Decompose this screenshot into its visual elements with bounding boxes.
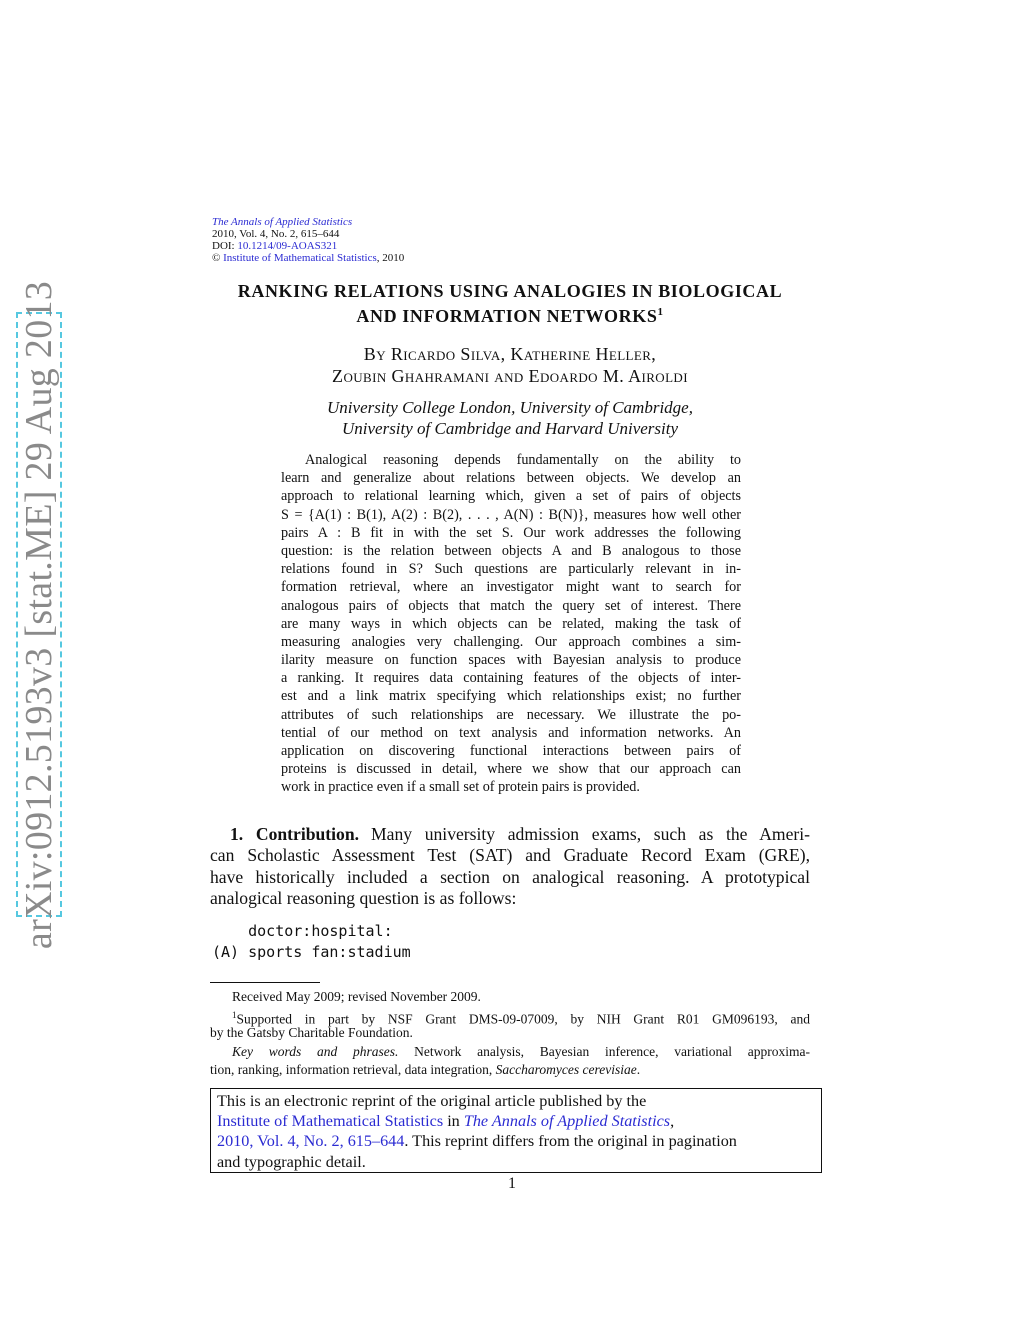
paper-title	[200, 281, 820, 327]
keywords-continued: tion, ranking, information retrieval, data integration,	[210, 1061, 496, 1077]
section-line: Many university admission exams, such as the Ameri-	[371, 824, 810, 844]
support-note-continued: by the Gatsby Charitable Foundation.	[210, 1025, 413, 1041]
arxiv-stamp	[16, 280, 62, 949]
abstract-line: S = {A(1) : B(1), A(2) : B(2), . . . , A(N) : B(N)}, measures how well other	[281, 506, 741, 523]
analogy-example	[212, 921, 411, 963]
abstract	[281, 451, 741, 797]
journal-volume: 2010, Vol. 4, No. 2, 615–644	[212, 228, 340, 240]
affiliations-line-1: University College London, University of Cambridge,	[327, 398, 693, 417]
reprint-notice	[210, 1088, 822, 1173]
doi-label: DOI:	[212, 240, 235, 252]
abstract-line: analogous pairs of objects that match the query set of interest. There	[281, 597, 741, 614]
support-note: Supported in part by NSF Grant DMS-09-07009, by NIH Grant R01 GM096193, and	[236, 1011, 810, 1027]
section-line: have historically included a section on analogical reasoning. A prototypical	[210, 866, 810, 887]
reprint-publisher-link[interactable]: Institute of Mathematical Statistics	[217, 1112, 444, 1131]
abstract-line: learn and generalize about relations between objects. We develop an	[281, 470, 741, 487]
page-number: 1	[508, 1175, 516, 1192]
analogy-option-a: (A) sports fan:stadium	[212, 943, 411, 961]
abstract-line: tential of our method on text analysis and information networks. An	[281, 724, 741, 741]
analogy-query: doctor:hospital:	[212, 922, 393, 940]
abstract-line: are many ways in which objects can be related, making the task of	[281, 615, 741, 632]
copyright-year: , 2010	[376, 252, 405, 264]
affiliations	[200, 397, 820, 439]
title-line-2: AND INFORMATION NETWORKS	[356, 306, 658, 326]
authors-line-1: By Ricardo Silva, Katherine Heller,	[363, 344, 657, 364]
keywords-species: Saccharomyces cerevisiae	[495, 1061, 637, 1077]
reprint-journal-link[interactable]: The Annals of Applied Statistics	[463, 1112, 671, 1131]
reprint-line-4: and typographic detail.	[217, 1152, 366, 1171]
abstract-line: proteins is discussed in detail, where we show that our approach can	[281, 761, 741, 778]
abstract-line: Analogical reasoning depends fundamentally on the ability to	[305, 452, 741, 468]
journal-header	[212, 216, 404, 264]
title-line-1: RANKING RELATIONS USING ANALOGIES IN BIOLOGICAL	[237, 281, 783, 301]
abstract-line: est and a link matrix specifying which relationships exist; no further	[281, 688, 741, 705]
footnotes	[210, 988, 810, 1079]
abstract-line: relations found in S? Such questions are particularly relevant in in-	[281, 561, 741, 578]
abstract-line: attributes of such relationships are necessary. We illustrate the po-	[281, 706, 741, 723]
section-heading: 1. Contribution.	[230, 824, 359, 844]
abstract-line: a ranking. It requires data containing features of the objects of inter-	[281, 670, 741, 687]
title-footnote-mark[interactable]: 1	[657, 306, 664, 318]
reprint-in: in	[443, 1112, 464, 1131]
publisher-link[interactable]: Institute of Mathematical Statistics	[223, 252, 377, 264]
arxiv-identifier[interactable]: arXiv:0912.5193v3 [stat.ME] 29 Aug 2013	[18, 280, 61, 949]
abstract-line: approach to relational learning which, given a set of pairs of objects	[281, 488, 741, 505]
journal-name-link[interactable]: The Annals of Applied Statistics	[212, 216, 353, 228]
abstract-line: measuring analogies very challenging. Our approach combines a sim-	[281, 633, 741, 650]
affiliations-line-2: University of Cambridge and Harvard University	[341, 419, 679, 438]
abstract-line: application on discovering functional interactions between pairs of	[281, 743, 741, 759]
reprint-line-1: This is an electronic reprint of the original article published by the	[217, 1092, 647, 1110]
abstract-line: formation retrieval, where an investigator might want to search for	[281, 579, 741, 596]
support-footnote-mark: 1	[232, 1010, 237, 1021]
reprint-comma: ,	[670, 1112, 675, 1131]
received-note: Received May 2009; revised November 2009.	[232, 989, 481, 1004]
section-line: can Scholastic Assessment Test (SAT) and Graduate Record Exam (GRE),	[210, 845, 810, 866]
abstract-line: question: is the relation between objects A and B analogous to those	[281, 542, 741, 559]
footnote-divider	[210, 982, 320, 983]
keywords-label: Key words and phrases.	[232, 1043, 399, 1059]
abstract-line: pairs A : B fit in with the set S. Our work addresses the following	[281, 524, 741, 541]
doi-link[interactable]: 10.1214/09-AOAS321	[237, 240, 338, 252]
keywords-end: .	[636, 1061, 641, 1077]
reprint-citation-link[interactable]: 2010, Vol. 4, No. 2, 615–644	[217, 1132, 405, 1151]
copyright-icon: ©	[212, 252, 221, 264]
section-line: analogical reasoning question is as follows:	[210, 888, 517, 909]
author-list	[200, 343, 820, 387]
reprint-line-3: . This reprint differs from the original in pagination	[404, 1132, 737, 1151]
abstract-line: work in practice even if a small set of protein pairs is provided.	[281, 779, 640, 796]
keywords: Network analysis, Bayesian inference, variational approxima-	[398, 1043, 810, 1059]
abstract-line: ilarity measure on function spaces with Bayesian analysis to produce	[281, 652, 741, 669]
authors-line-2: Zoubin Ghahramani and Edoardo M. Airoldi	[332, 366, 688, 386]
section-contribution	[210, 824, 810, 910]
